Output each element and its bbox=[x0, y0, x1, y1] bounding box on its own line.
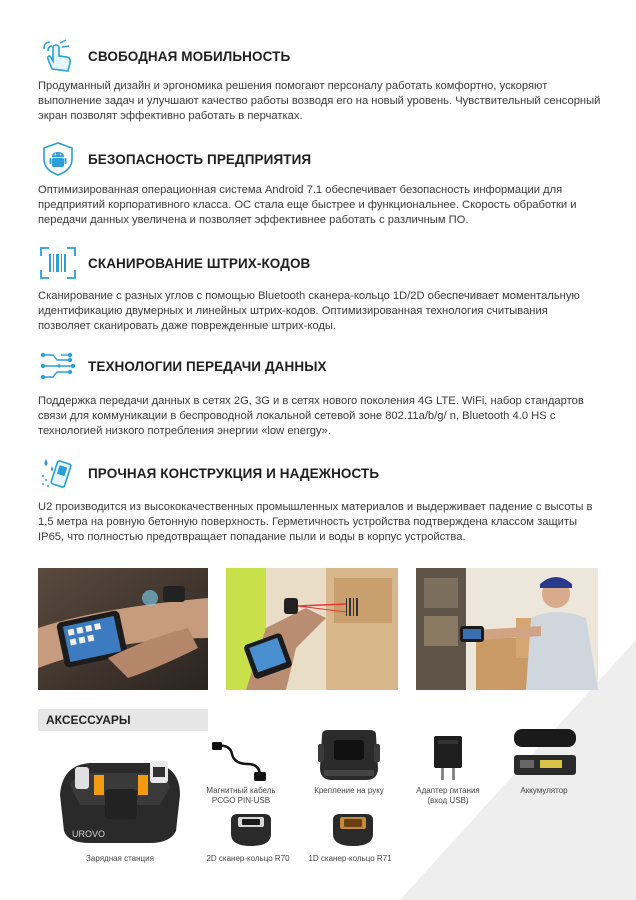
section-body: Сканирование с разных углов с помощью Bluetooth сканера-кольцо 1D/2D обеспечивает моментальную идентификацию двумерных и линейных штрих-кодов. Оптимизированная технология считывания позволяет сканировать даже поврежденные штрих-коды. bbox=[38, 290, 580, 332]
accessory-label: Магнитный кабель PCGO PIN-USB bbox=[206, 786, 276, 805]
ring-scanner-r70-image bbox=[226, 812, 276, 850]
brand-logo: UROVO bbox=[72, 829, 106, 839]
photo-ring-scanner bbox=[226, 568, 398, 690]
photo-warehouse-worker bbox=[416, 568, 598, 690]
accessory-label: Крепление на руку bbox=[314, 786, 384, 795]
barcode-scan-icon bbox=[38, 245, 78, 281]
section-body: Продуманный дизайн и эргономика решения помогают персоналу работать комфортно, ускоряют выполнение задач и улучшают качество работы возводя его на новый уровень. Чувствительный сенсорный экран позволят эффективно работать в перчатках. bbox=[38, 80, 601, 122]
charging-station-image bbox=[50, 745, 190, 845]
accessory-label: 2D сканер-кольцо R70 bbox=[206, 854, 290, 863]
section-title: ТЕХНОЛОГИИ ПЕРЕДАЧИ ДАННЫХ bbox=[88, 358, 327, 374]
accessory-label: 1D сканер-кольцо R71 bbox=[308, 854, 392, 863]
accessory-label: Зарядная станция bbox=[86, 854, 154, 863]
photo-wrist-touch bbox=[38, 568, 208, 690]
accessory-label: Аккумулятор bbox=[520, 786, 568, 795]
section-title: СВОБОДНАЯ МОБИЛЬНОСТЬ bbox=[88, 48, 291, 64]
hand-touch-icon bbox=[38, 38, 78, 74]
ring-scanner-r71-image bbox=[328, 812, 378, 850]
section-body: U2 производится из высококачественных промышленных материалов и выдерживает падение с высоты в 1,5 метра на ровную бетонную поверхность. Герметичность устройства подтверждена классом защиты IP65, что полностью предотвращает попадание пыли и воды в корпус устройства. bbox=[38, 501, 593, 543]
section-body: Поддержка передачи данных в сетях 2G, 3G и в сетях нового поколения 4G LTE. WiFi, набор стандартов связи для коммуникации в беспроводной локальной сетевой зоне 802.11a/b/g/ n, Bluetooth 4.0 HS с технологией низкого потребления энергии «low energy». bbox=[38, 395, 584, 437]
android-shield-icon bbox=[38, 141, 78, 177]
section-title: БЕЗОПАСНОСТЬ ПРЕДПРИЯТИЯ bbox=[88, 151, 312, 167]
arm-mount-image bbox=[314, 730, 384, 785]
section-body: Оптимизированная операционная система Android 7.1 обеспечивает безопасность информации для предприятий корпоративного класса. ОС стала еще быстрее и функциональнее. Скорость обработки и передачи данных увеличена и позволяет эффективнее работать с различным ПО. bbox=[38, 184, 577, 226]
rugged-device-icon bbox=[38, 455, 78, 491]
accessories-title: АКСЕССУАРЫ bbox=[46, 713, 131, 727]
magnetic-cable-image bbox=[210, 738, 270, 784]
section-title: ПРОЧНАЯ КОНСТРУКЦИЯ И НАДЕЖНОСТЬ bbox=[88, 465, 380, 481]
accessory-label: Адаптер питания (вход USB) bbox=[416, 786, 480, 805]
section-title: СКАНИРОВАНИЕ ШТРИХ-КОДОВ bbox=[88, 255, 311, 271]
network-nodes-icon bbox=[38, 348, 78, 384]
accessories-header bbox=[38, 709, 208, 731]
power-adapter-image bbox=[428, 734, 468, 782]
battery-image bbox=[510, 727, 580, 783]
